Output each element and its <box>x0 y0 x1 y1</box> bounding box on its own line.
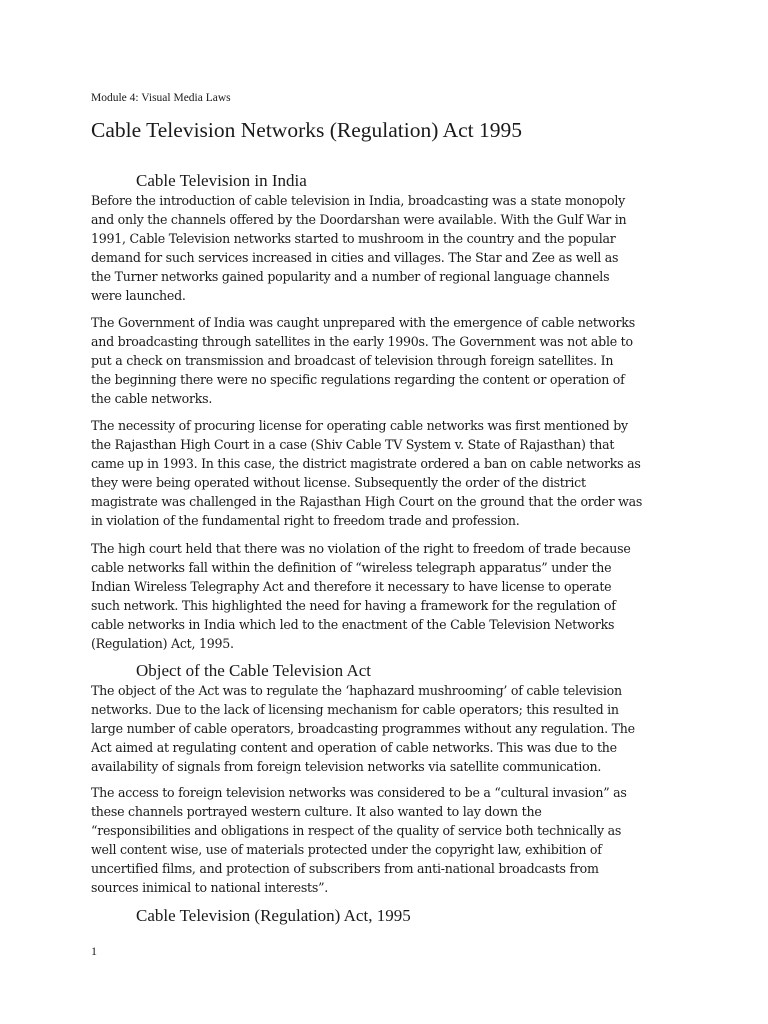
text-line: availability of signals from foreign television networks via satellite communication. <box>91 759 602 775</box>
text-line: cable networks in India which led to the enactment of the Cable Television Networks <box>91 617 615 633</box>
text-line: The object of the Act was to regulate the ‘haphazard mushrooming’ of cable television <box>91 683 622 698</box>
text-line: such network. This highlighted the need for having a framework for the regulation of <box>91 598 616 614</box>
module-label: Module 4: Visual Media Laws <box>91 92 231 104</box>
text-line: The access to foreign television networks was considered to be a “cultural invasion” as <box>91 785 627 800</box>
text-line: and broadcasting through satellites in the early 1990s. The Government was not able to <box>91 334 633 350</box>
page-number: 1 <box>91 944 97 958</box>
text-line: Before the introduction of cable television in India, broadcasting was a state monopoly <box>91 193 625 208</box>
text-line: they were being operated without license. Subsequently the order of the district <box>91 475 586 491</box>
text-line: (Regulation) Act, 1995. <box>91 636 234 652</box>
text-line: large number of cable operators, broadcasting programmes without any regulation. The <box>91 721 635 737</box>
text-line: and only the channels offered by the Doordarshan were available. With the Gulf War in <box>91 212 627 228</box>
text-line: put a check on transmission and broadcast of television through foreign satellites. In <box>91 353 614 369</box>
text-line: magistrate was challenged in the Rajasthan High Court on the ground that the order was <box>91 494 643 510</box>
paragraph <box>91 416 691 531</box>
text-line: The high court held that there was no violation of the right to freedom of trade because <box>91 541 631 556</box>
text-line: cable networks fall within the definition of “wireless telegraph apparatus” under the <box>91 560 612 576</box>
paragraph <box>91 191 691 306</box>
text-line: demand for such services increased in cities and villages. The Star and Zee as well as <box>91 250 619 266</box>
text-line: Act aimed at regulating content and operation of cable networks. This was due to the <box>91 740 617 756</box>
section-heading-cable-tv-regulation-act: Cable Television (Regulation) Act, 1995 <box>136 906 411 925</box>
text-line: “responsibilities and obligations in respect of the quality of service both technically as <box>91 823 622 839</box>
text-line: the beginning there were no specific regulations regarding the content or operation of <box>91 372 625 388</box>
text-line: Indian Wireless Telegraphy Act and therefore it necessary to have license to operate <box>91 579 612 595</box>
paragraph <box>91 681 691 776</box>
text-line: the Turner networks gained popularity and a number of regional language channels <box>91 269 610 285</box>
text-line: The necessity of procuring license for operating cable networks was first mentioned by <box>91 418 628 433</box>
paragraph <box>91 313 691 408</box>
text-line: 1991, Cable Television networks started to mushroom in the country and the popular <box>91 231 616 247</box>
text-line: were launched. <box>91 288 186 304</box>
text-line: uncertified films, and protection of subscribers from anti-national broadcasts from <box>91 861 599 877</box>
text-line: The Government of India was caught unprepared with the emergence of cable networks <box>91 315 635 330</box>
text-line: sources inimical to national interests”. <box>91 880 329 896</box>
text-line: well content wise, use of materials protected under the copyright law, exhibition of <box>91 842 602 858</box>
text-line: these channels portrayed western culture. It also wanted to lay down the <box>91 804 542 820</box>
paragraph <box>91 783 691 898</box>
section-heading-cable-tv-india: Cable Television in India <box>136 171 307 190</box>
section-heading-object-of-act: Object of the Cable Television Act <box>136 661 372 680</box>
text-line: the Rajasthan High Court in a case (Shiv Cable TV System v. State of Rajasthan) that <box>91 437 615 453</box>
document-title: Cable Television Networks (Regulation) Act 1995 <box>91 118 523 142</box>
text-line: networks. Due to the lack of licensing mechanism for cable operators; this resulted in <box>91 702 619 718</box>
text-line: the cable networks. <box>91 391 213 407</box>
text-line: came up in 1993. In this case, the district magistrate ordered a ban on cable networks as <box>91 456 641 472</box>
text-line: in violation of the fundamental right to freedom trade and profession. <box>91 513 520 529</box>
paragraph <box>91 539 691 654</box>
